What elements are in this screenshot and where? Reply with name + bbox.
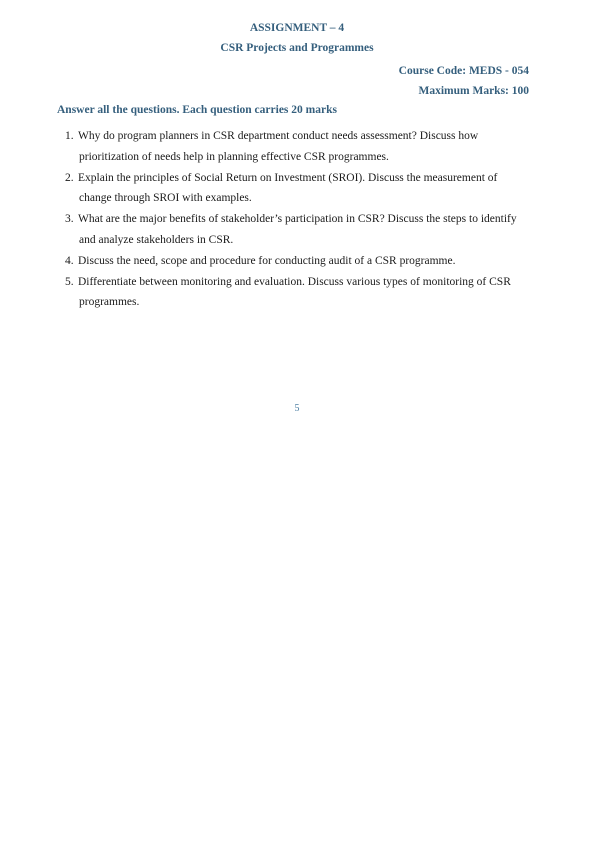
question-number: 1. [65,130,74,142]
question-line: Explain the principles of Social Return on Investment (SROI). Discuss the measurement of [78,171,498,184]
question-text [78,251,545,272]
question-number: 3. [65,213,74,225]
course-code: Course Code: MEDS - 054 [398,65,529,77]
question-item [65,209,545,250]
question-text [78,272,545,313]
question-line: programmes. [79,296,140,308]
question-line: Discuss the need, scope and procedure for conducting audit of a CSR programme. [78,254,456,267]
page-number: 5 [294,403,300,414]
question-line: and analyze stakeholders in CSR. [79,233,234,246]
question-line: Differentiate between monitoring and evaluation. Discuss various types of monitoring of CSR [78,275,511,288]
question-line: change through SROI with examples. [79,192,252,204]
question-item [65,126,545,167]
question-item [65,251,545,272]
instructions-text: Answer all the questions. Each question carries 20 marks [57,104,337,116]
question-list [65,126,545,313]
question-line: prioritization of needs help in planning effective CSR programmes. [79,150,389,163]
question-item [65,168,545,209]
assignment-subtitle: CSR Projects and Programmes [220,42,374,54]
maximum-marks: Maximum Marks: 100 [418,85,529,97]
question-number: 5. [65,275,74,288]
question-text [78,126,545,167]
question-number: 2. [65,171,74,184]
question-text [78,209,545,250]
question-item [65,272,545,313]
assignment-title: ASSIGNMENT – 4 [249,22,345,34]
question-text [78,168,545,209]
question-number: 4. [65,254,74,267]
question-line: Why do program planners in CSR department conduct needs assessment? Discuss how [78,130,479,142]
question-line: What are the major benefits of stakeholder’s participation in CSR? Discuss the steps to identify [78,213,517,225]
